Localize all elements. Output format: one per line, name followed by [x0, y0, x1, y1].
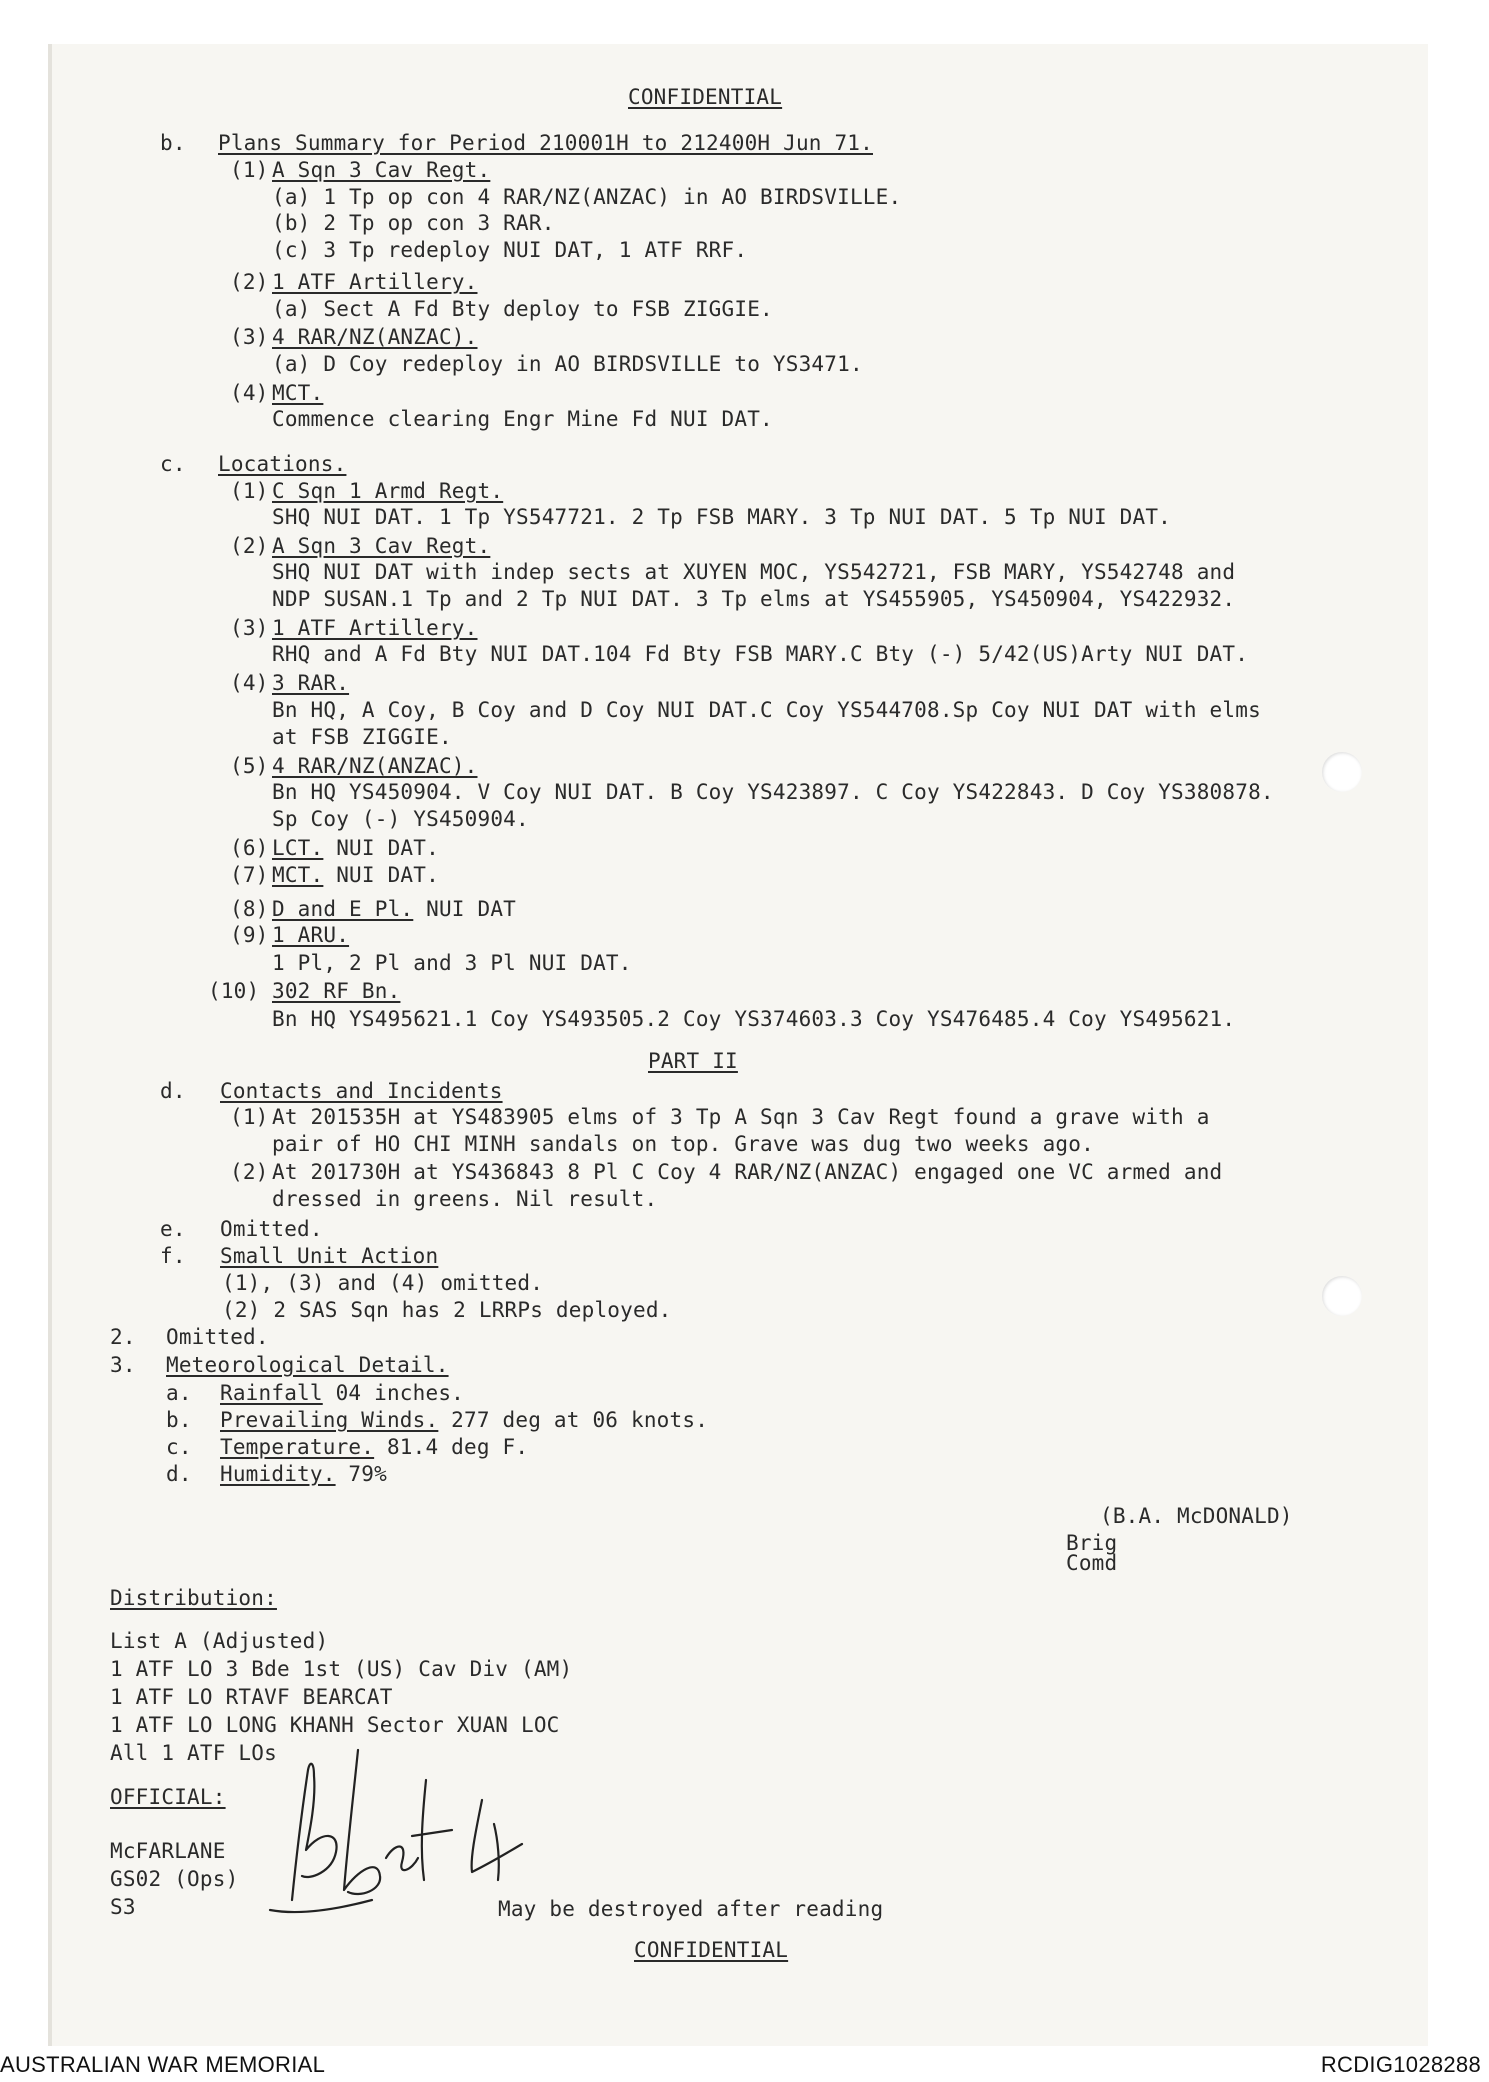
item-line: (a) D Coy redeploy in AO BIRDSVILLE to YS3471.: [272, 352, 863, 376]
item-line: RHQ and A Fd Bty NUI DAT.104 Fd Bty FSB MARY.C Bty (-) 5/42(US)Arty NUI DAT.: [272, 642, 1249, 666]
item-line: (b) 2 Tp op con 3 RAR.: [272, 211, 555, 235]
section-b-letter: b.: [160, 131, 186, 155]
distribution-line: 1 ATF LO RTAVF BEARCAT: [110, 1685, 393, 1709]
item-line: Commence clearing Engr Mine Fd NUI DAT.: [272, 407, 773, 431]
item-line: (a) 1 Tp op con 4 RAR/NZ(ANZAC) in AO BIRDSVILLE.: [272, 185, 902, 209]
item-line: Sp Coy (-) YS450904.: [272, 807, 529, 831]
item-title: LCT.: [272, 836, 324, 860]
item-number: (4): [230, 671, 269, 695]
official-name: McFARLANE: [110, 1839, 226, 1863]
section-f-title: Small Unit Action: [220, 1244, 439, 1268]
item-line: dressed in greens. Nil result.: [272, 1187, 658, 1211]
met-letter: d.: [166, 1462, 192, 1486]
item-line: SHQ NUI DAT with indep sects at XUYEN MOC, YS542721, FSB MARY, YS542748 and: [272, 560, 1236, 584]
item-title: MCT.: [272, 863, 324, 887]
distribution-line: All 1 ATF LOs: [110, 1741, 277, 1765]
item-title: 1 ARU.: [272, 923, 350, 947]
item-number: (4): [230, 381, 269, 405]
item-title: 4 RAR/NZ(ANZAC).: [272, 754, 478, 778]
official-cell: S3: [110, 1895, 136, 1919]
met-letter: c.: [166, 1435, 192, 1459]
item-number: (7): [230, 863, 269, 887]
item-line: (2) 2 SAS Sqn has 2 LRRPs deployed.: [222, 1298, 672, 1322]
item-title: MCT.: [272, 381, 324, 405]
item-line: (c) 3 Tp redeploy NUI DAT, 1 ATF RRF.: [272, 238, 748, 262]
item-line: At 201535H at YS483905 elms of 3 Tp A Sqn 3 Cav Regt found a grave with a: [272, 1105, 1210, 1129]
item-line: [272, 835, 439, 861]
item-number: (1): [230, 158, 269, 182]
item-line: [272, 862, 439, 888]
item-number: (6): [230, 836, 269, 860]
item-number: (10): [208, 979, 260, 1003]
classification-bottom: CONFIDENTIAL: [634, 1938, 789, 1962]
item-line: (1), (3) and (4) omitted.: [222, 1271, 544, 1295]
punch-hole: [1322, 752, 1362, 792]
classification-top: CONFIDENTIAL: [628, 85, 783, 109]
section-c-letter: c.: [160, 452, 186, 476]
item-line: 1 Pl, 2 Pl and 3 Pl NUI DAT.: [272, 951, 632, 975]
distribution-line: 1 ATF LO 3 Bde 1st (US) Cav Div (AM): [110, 1657, 573, 1681]
item-number: (3): [230, 616, 269, 640]
disposal-note: May be destroyed after reading: [498, 1897, 884, 1921]
met-value: 79%: [335, 1462, 387, 1486]
item-text: NUI DAT.: [323, 836, 439, 860]
met-label: Prevailing Winds.: [220, 1408, 439, 1432]
section-b-title: Plans Summary for Period 210001H to 212400H Jun 71.: [218, 131, 873, 155]
item-number: (8): [230, 897, 269, 921]
item-title: 1 ATF Artillery.: [272, 616, 478, 640]
met-line: [220, 1380, 464, 1406]
distribution-line: 1 ATF LO LONG KHANH Sector XUAN LOC: [110, 1713, 560, 1737]
official-appointment: GS02 (Ops): [110, 1867, 239, 1891]
met-line: [220, 1461, 387, 1487]
item-number: (2): [230, 534, 269, 558]
met-label: Humidity.: [220, 1462, 336, 1486]
item-title: 3 RAR.: [272, 671, 350, 695]
part-heading: PART II: [648, 1049, 738, 1073]
met-label: Temperature.: [220, 1435, 375, 1459]
met-letter: a.: [166, 1381, 192, 1405]
item-title: A Sqn 3 Cav Regt.: [272, 534, 491, 558]
item-line: At 201730H at YS436843 8 Pl C Coy 4 RAR/NZ(ANZAC) engaged one VC armed and: [272, 1160, 1223, 1184]
item-title: 302 RF Bn.: [272, 979, 401, 1003]
item-title: 4 RAR/NZ(ANZAC).: [272, 325, 478, 349]
section-c-title: Locations.: [218, 452, 347, 476]
met-letter: b.: [166, 1408, 192, 1432]
section-f-letter: f.: [160, 1244, 186, 1268]
item-number: (2): [230, 1160, 269, 1184]
item-number: (2): [230, 270, 269, 294]
archive-footer-left: AUSTRALIAN WAR MEMORIAL: [0, 2052, 326, 2077]
para-3-title: Meteorological Detail.: [166, 1353, 449, 1377]
punch-hole: [1322, 1276, 1362, 1316]
item-line: SHQ NUI DAT. 1 Tp YS547721. 2 Tp FSB MARY. 3 Tp NUI DAT. 5 Tp NUI DAT.: [272, 505, 1172, 529]
item-line: Bn HQ YS495621.1 Coy YS493505.2 Coy YS374603.3 Coy YS476485.4 Coy YS495621.: [272, 1007, 1236, 1031]
item-line: Bn HQ, A Coy, B Coy and D Coy NUI DAT.C Coy YS544708.Sp Coy NUI DAT with elms: [272, 698, 1261, 722]
item-line: Bn HQ YS450904. V Coy NUI DAT. B Coy YS423897. C Coy YS422843. D Coy YS380878.: [272, 780, 1274, 804]
distribution-line: List A (Adjusted): [110, 1629, 329, 1653]
item-number: (1): [230, 479, 269, 503]
met-value: 04 inches.: [322, 1381, 465, 1405]
section-d-letter: d.: [160, 1079, 186, 1103]
item-number: (1): [230, 1105, 269, 1129]
item-line: [272, 896, 516, 922]
para-3-number: 3.: [110, 1353, 136, 1377]
item-title: D and E Pl.: [272, 897, 414, 921]
met-label: Rainfall: [220, 1381, 323, 1405]
item-text: NUI DAT: [413, 897, 517, 921]
section-e-letter: e.: [160, 1217, 186, 1241]
item-line: at FSB ZIGGIE.: [272, 725, 452, 749]
archive-footer-right: RCDIG1028288: [1320, 2052, 1481, 2077]
item-text: NUI DAT.: [323, 863, 439, 887]
item-title: 1 ATF Artillery.: [272, 270, 478, 294]
item-line: pair of HO CHI MINH sandals on top. Grave was dug two weeks ago.: [272, 1132, 1094, 1156]
signatory-rank: Brig: [1066, 1531, 1118, 1555]
signatory-name: (B.A. McDONALD): [1100, 1504, 1293, 1528]
item-number: (3): [230, 325, 269, 349]
para-2-number: 2.: [110, 1325, 136, 1349]
met-value: 277 deg at 06 knots.: [438, 1408, 709, 1432]
met-value: 81.4 deg F.: [374, 1435, 529, 1459]
signatory-role: Comd: [1066, 1551, 1118, 1575]
met-line: [220, 1434, 528, 1460]
page-edge: [48, 44, 52, 2046]
section-e-text: Omitted.: [220, 1217, 323, 1241]
met-line: [220, 1407, 708, 1433]
item-title: C Sqn 1 Armd Regt.: [272, 479, 504, 503]
official-title: OFFICIAL:: [110, 1785, 226, 1809]
item-line: NDP SUSAN.1 Tp and 2 Tp NUI DAT. 3 Tp elms at YS455905, YS450904, YS422932.: [272, 587, 1236, 611]
item-number: (5): [230, 754, 269, 778]
distribution-title: Distribution:: [110, 1586, 277, 1610]
item-line: (a) Sect A Fd Bty deploy to FSB ZIGGIE.: [272, 297, 773, 321]
item-title: A Sqn 3 Cav Regt.: [272, 158, 491, 182]
item-number: (9): [230, 923, 269, 947]
section-d-title: Contacts and Incidents: [220, 1079, 503, 1103]
handwritten-signature: [262, 1740, 562, 1920]
para-2-text: Omitted.: [166, 1325, 269, 1349]
